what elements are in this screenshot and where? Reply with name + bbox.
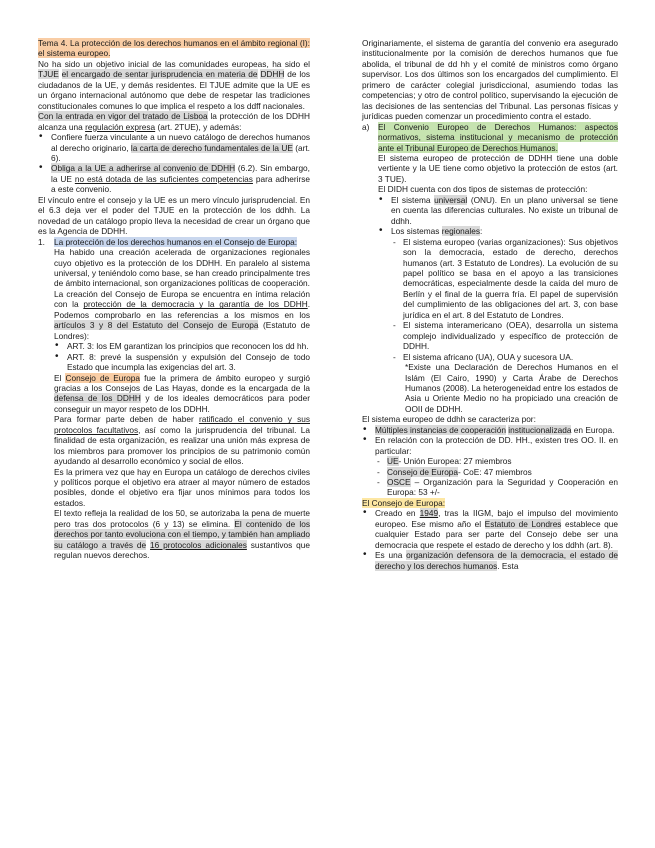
text-span: , tras la IIGM, bajo el impulso del movimiento europeo. Ese mismo año el (375, 508, 619, 529)
text-span: en Europa. (573, 424, 615, 435)
text-span: En relación con la protección de DD. HH., existen tres OO. II. en particular: (375, 435, 618, 456)
text-span: . Podemos comprobarlo en las referencias a los mismos en los (54, 299, 311, 320)
section-1-heading (54, 237, 310, 247)
council-heading (362, 498, 618, 508)
european-system-paragraph: El sistema europeo de ddhh se caracteriza por: (362, 414, 536, 425)
list-item (375, 477, 618, 498)
text-span: . Esta (497, 560, 519, 571)
bullet-underline: no está dotada de las suficientes competencias (74, 173, 253, 184)
text-span: - CoE: 47 miembros (458, 466, 532, 477)
bullet-highlight: Obliga a la UE a adherirse al convenio de DDHH (51, 163, 236, 174)
highlight-span: Consejo de Europa (387, 466, 459, 477)
section-1-number: 1. (38, 236, 45, 247)
articles-list (54, 341, 310, 372)
section-a-label: a) (362, 121, 370, 132)
list-item (362, 508, 618, 550)
highlight-span: artículos 3 y 8 del Estatuto del Consejo de Europa (54, 320, 259, 331)
bullet-text: (6.2). Sin embargo, la UE (51, 163, 310, 184)
highlight-span: regionales (441, 226, 481, 237)
list-item: - El sistema interamericano (OEA), desarrolla un sistema complejo individualizado y específico de protección de DDHH. (391, 320, 618, 351)
section-a (362, 122, 618, 415)
text-span: (ONU). En un plano universal se tiene en cuenta las diferencias culturales. No existe un tribunal de ddhh. (391, 194, 618, 226)
list-item (362, 425, 618, 435)
convention-paragraph: Originariamente, el sistema de garantía del convenio era asegurado institucionalmente por la comisión de derechos humanos que fue abolida, el tribunal de dd hh y el comité de ministros como órgano supervisor. Los dos últimos son los encargados del cumplimiento. El primero de carácter colegial jurisdiccional, asumiendo todas las competencias; y otro de control político, supervisando la ejecución de las decisiones de las sentencias del Tribunal. Las personas físicas y jurídicas pueden comenzar un procedimiento contra el estado. (362, 38, 618, 122)
underline-span: protección de la democracia y la garantía de los DDHH (83, 299, 308, 310)
text-span: Es una (375, 550, 403, 561)
list-item: - El sistema europeo (varias organizaciones): Sus objetivos son la democracia, estado de derecho, derechos humanos (art. 3 Estatuto de Londres). La evolución de su papel político se basa en el apoyo a las transiciones democráticas, especialmente desde la caída del muro de Berlín y el final de la guerra fría. El papel de supervisión del cumplimiento de las obligaciones del art. 3, con base jurídica en el art. 8 del Estatuto de Londres. (391, 237, 618, 321)
list-item: - El sistema africano (UA), OUA y sucesora UA. (391, 352, 618, 362)
text-span: El texto refleja la realidad de los 50, se autorizaba la pena de muerte pero tras dos protocolos (6 y 13) se elimina. (54, 508, 310, 529)
highlight-span: Consejo de Europa (65, 372, 141, 383)
bullet-text: (art. 6). (51, 142, 310, 163)
list-item (362, 435, 618, 498)
left-column (38, 38, 310, 561)
text-span: Los sistemas (391, 226, 440, 237)
highlight-span: defensa de los DDHH (54, 393, 141, 404)
section-a-paragraph: El DIDH cuenta con dos tipos de sistemas de protección: (378, 184, 588, 195)
lisbon-paragraph (38, 111, 310, 132)
underline-span: ratificado el convenio y sus protocolos facultativos (54, 414, 310, 435)
list-item: • ART. 3: los EM garantizan los principios que reconocen los dd hh. (54, 341, 310, 351)
protection-systems-list (378, 195, 618, 415)
highlight-span: 16 protocolos adicionales (150, 539, 247, 550)
highlight-span: universal (434, 194, 468, 205)
intro-tjue: TJUE (38, 69, 59, 80)
text-span: Para formar parte deben de haber (54, 414, 194, 425)
section-1-paragraph (54, 373, 310, 415)
title-text: Tema 4. La protección de los derechos humanos en el ámbito regional (I): el sistema europeo. (38, 38, 310, 59)
footnote-paragraph: *Existe una Declaración de Derechos Humanos en el Islám (El Cairo, 1990) y Carta Árabe de Derechos Humanos (2008). La heterogeneidad entre los estados de Asia u Oriente Medio no ha propiciado una creación de OOII de DDHH. (405, 362, 618, 414)
highlight-span: organización defensora de la democracia, el estado de derecho y los derechos humanos (375, 550, 618, 571)
section-a-paragraph: El sistema europeo de protección de DDHH tiene una doble vertiente y la UE tiene como objetivo la protección de estos (art. 3 TUE). (378, 152, 618, 184)
text-span: Creado en (375, 508, 416, 519)
text-span: y de los ideales democráticos para poder conseguir un mayor respeto de los DDHH. (54, 393, 310, 414)
section-1-paragraph (54, 289, 310, 341)
list-item (38, 163, 310, 194)
bullet-text: para adherirse a este convenio. (51, 173, 310, 195)
text-span: , así como la jurisprudencia del tribunal. La finalidad de esta organización, es realizar una unión más expresa de los miembros para promover los principios de su patrimonio común ayudando al desarrollo económico y social de ellos. (54, 424, 311, 467)
text-span: (Estatuto de Londres): (54, 320, 310, 341)
regional-systems-list (391, 237, 618, 362)
intro-ddhh: DDHH (260, 69, 285, 80)
organizations-list (375, 456, 618, 498)
intro-part-a: No ha sido un objetivo inicial de las comunidades europeas, ha sido el (38, 58, 310, 69)
document-title (38, 38, 310, 59)
intro-part-c: el encargado de sentar jurisprudencia en materia de (61, 69, 258, 80)
section-a-title: El Convenio Europeo de Derechos Humanos: aspectos normativos, sistema institucional y mecanismo de protección ante el Tribunal Europeo de Derechos Humanos. (378, 121, 618, 153)
section-1-title: La protección de los derechos humanos en el Consejo de Europa: (54, 236, 298, 247)
list-item: • ART. 8: prevé la suspensión y expulsión del Consejo de todo Estado que incumpla las exigencias del art. 3. (54, 352, 310, 373)
highlight-span: Múltiples instancias de cooperación (375, 424, 506, 435)
council-list (362, 508, 618, 571)
council-heading-text: El Consejo de Europa: (362, 497, 446, 508)
section-1 (38, 237, 310, 561)
text-span: - Unión Europea: 27 miembros (398, 456, 512, 467)
lisbon-part-b: la protección de los DDHH alcanza una (38, 111, 311, 132)
highlight-span: institucionalizada (508, 424, 572, 435)
lisbon-bullets (38, 132, 310, 195)
list-item (375, 456, 618, 466)
link-paragraph: El vínculo entre el consejo y la UE es un mero vínculo jurisprudencial. En el 6.3 deja ver el poder del TJUE en la protección de los ddhh. La novedad de un catálogo propio lleva la necesidad de crear un órgano que es la Agencia de DDHH. (38, 194, 310, 237)
text-span: – Organización para la Seguridad y Cooperación en Europa: 53 +/- (387, 477, 619, 498)
intro-part-e: de los ciudadanos de la UE, y demás residentes. El TJUE admite que la UE es un órgano internacional autónomo que debe de respetar las tradiciones constitucionales comunes lo que implica el respeto a los ddff nacionales. (38, 69, 311, 111)
text-span: La creación del Consejo de Europa se encuentra en íntima relación con la (54, 288, 310, 310)
lisbon-part-a: Con la entrada en vigor del tratado de Lisboa (38, 111, 208, 122)
list-item (378, 226, 618, 414)
right-column (362, 38, 618, 571)
text-span: establece que cualquier Estado para ser parte del Consejo debe ser una democracia que respete el estado de derecho y los ddhh (art. 8). (375, 518, 618, 550)
highlight-span: 1949 (419, 508, 439, 519)
list-item (375, 467, 618, 477)
list-item (38, 132, 310, 163)
section-a-heading (378, 122, 618, 153)
highlight-span: Estatuto de Londres (484, 518, 562, 529)
text-span: El sistema (391, 194, 431, 205)
highlight-span: El contenido de los derechos por tanto evoluciona con el tiempo, y también han ampliado su catálogo a través de (54, 518, 310, 550)
highlight-span: OSCE (387, 477, 411, 488)
text-span: El (54, 372, 62, 383)
section-1-paragraph (54, 414, 310, 466)
text-span: sustantivos que regulan nuevos derechos. (54, 539, 311, 561)
lisbon-part-d: (art. 2TUE), y además: (157, 121, 242, 132)
text-span: fue la primera de ámbito europeo y surgió gracias a los Consejos de Las Hayas, donde es la encargada de la (54, 372, 311, 393)
european-system-list (362, 425, 618, 498)
list-item (378, 195, 618, 226)
section-1-paragraph (54, 508, 310, 560)
section-1-paragraph: Ha habido una creación acelerada de organizaciones regionales cuyo objetivo es la protección de los DDHH. En paralelo al sistema universal, y teniéndolo como base, se han creado principalmente tres de ámbito internacional, son organizaciones políticas de cooperación. (54, 247, 310, 289)
highlight-span: UE (387, 456, 399, 467)
section-1-paragraph: Es la primera vez que hay en Europa un catálogo de derechos civiles y políticos porque el objetivo era atraer al mayor número de estados posibles, donde el objetivo era fijar unos mínimos para todos los estados. (54, 466, 310, 508)
bullet-text: Confiere fuerza vinculante a un nuevo catálogo de derechos humanos al derecho originario, (51, 132, 310, 153)
text-span: : (480, 226, 483, 237)
bullet-highlight: la carta de derecho fundamentales de la UE (130, 142, 293, 153)
list-item (362, 550, 618, 571)
lisbon-regulacion: regulación expresa (85, 121, 156, 132)
intro-paragraph (38, 59, 310, 111)
